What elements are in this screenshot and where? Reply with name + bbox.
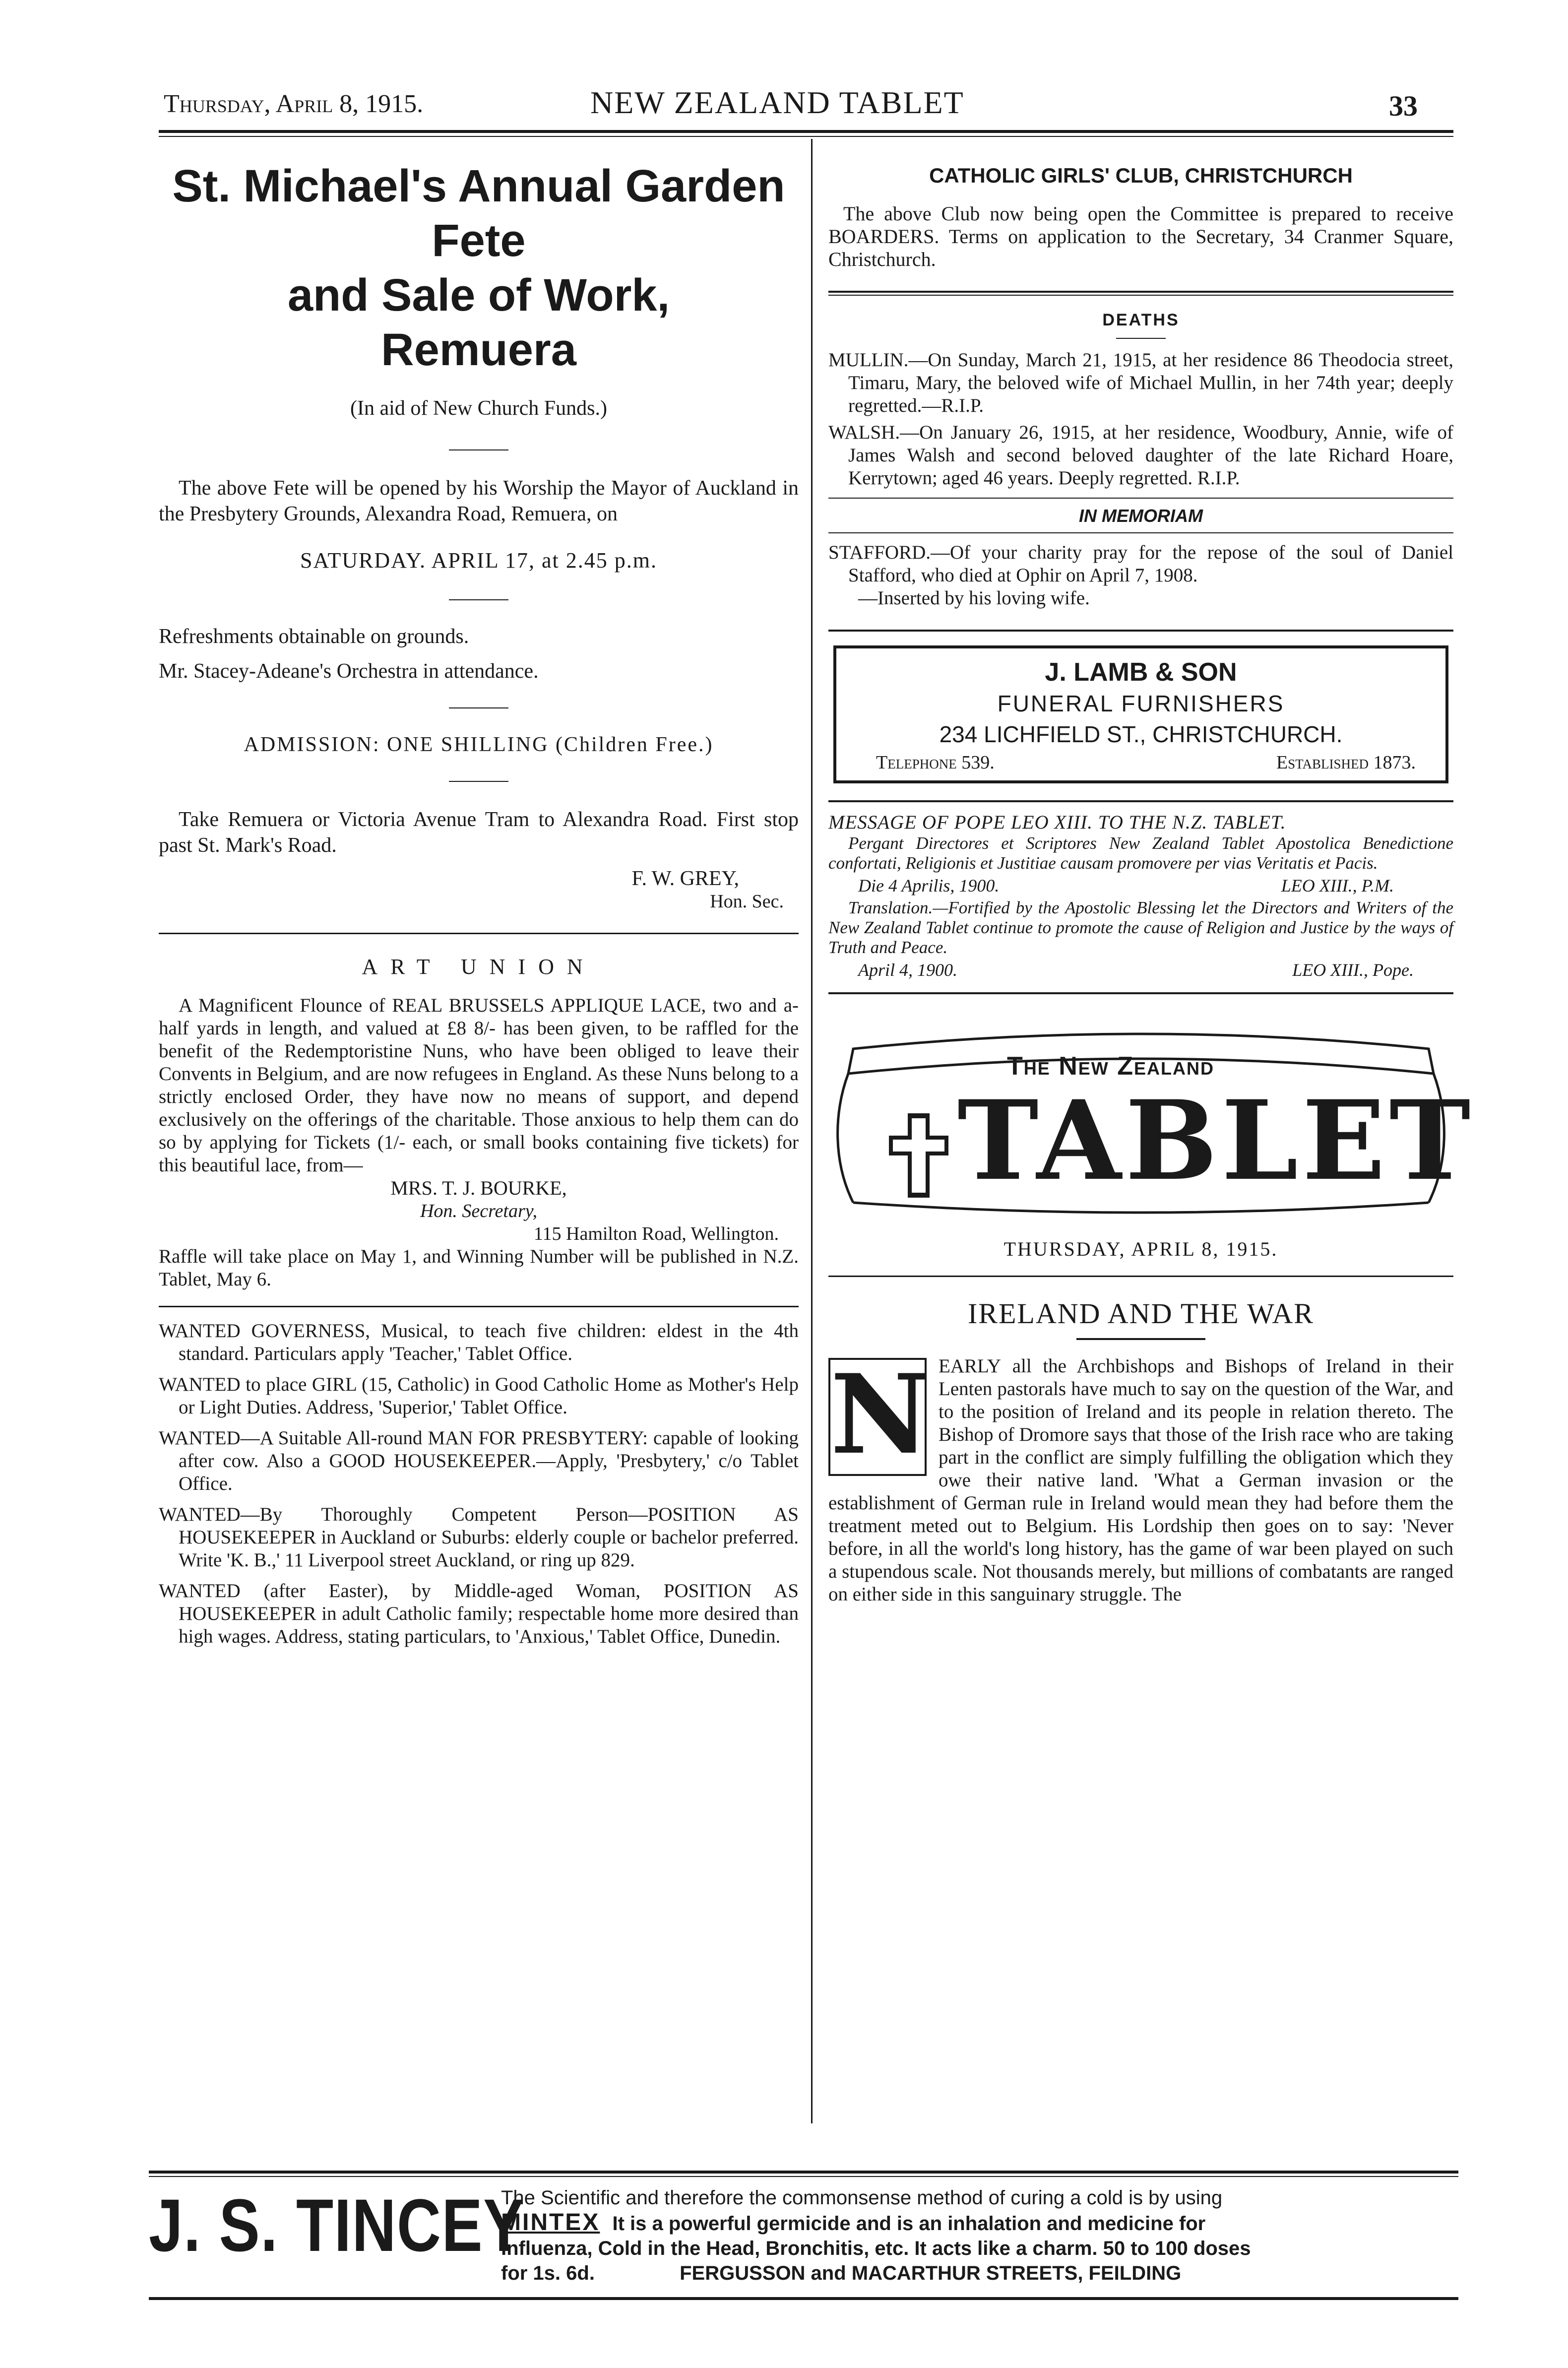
section-rule [828, 992, 1453, 994]
header-rule [159, 130, 1453, 133]
tincey-line3: Influenza, Cold in the Head, Bronchitis, etc. It acts like a charm. 50 to 100 doses [501, 2238, 1251, 2259]
memoriam-heading: IN MEMORIAM [1079, 506, 1203, 526]
lamb-contact-row [846, 752, 1436, 773]
lamb-established: Established 1873. [1276, 752, 1416, 773]
memoriam-inserted: —Inserted by his loving wife. [858, 587, 1090, 609]
tincey-address: FERGUSSON and MACARTHUR STREETS, FEILDING [680, 2262, 1182, 2284]
masthead-date: THURSDAY, APRIL 8, 1915. [1004, 1238, 1278, 1260]
fete-refreshments: Refreshments obtainable on grounds. [159, 625, 469, 648]
wanted-ad: WANTED—A Suitable All-round MAN FOR PRESBYTERY: capable of looking after cow. Also a GOOD HOUSEKEEPER.—Apply, 'Presbytery,' c/o Tablet Office. [159, 1427, 799, 1494]
masthead-line1: The New Zealand [1007, 1052, 1214, 1081]
fete-signatory-title: Hon. Sec. [710, 891, 784, 912]
wanted-ads [159, 1320, 799, 1648]
fete-title-line1: St. Michael's Annual Garden Fete [172, 161, 785, 266]
papal-signature-row [828, 960, 1453, 980]
fete-title [159, 159, 799, 377]
fete-intro: The above Fete will be opened by his Worship the Mayor of Auckland in the Presbytery Grounds, Alexandra Road, Remuera, on [159, 477, 799, 525]
papal-heading: MESSAGE OF POPE LEO XIII. TO THE N.Z. TABLET. [828, 812, 1286, 833]
tablet-masthead [833, 1014, 1475, 1232]
section-rule [828, 498, 1453, 499]
section-rule [828, 1276, 1453, 1277]
fete-directions: Take Remuera or Victoria Avenue Tram to Alexandra Road. First stop past St. Mark's Road. [159, 808, 799, 857]
section-rule [828, 291, 1453, 293]
art-union-contact-address: 115 Hamilton Road, Wellington. [533, 1223, 779, 1244]
left-column [159, 149, 799, 1651]
header-rule-thin [159, 136, 1453, 137]
tincey-product: MINTEX [501, 2209, 600, 2236]
section-rule [159, 1306, 799, 1307]
section-rule [828, 532, 1453, 533]
tincey-price: for 1s. 6d. [501, 2262, 595, 2284]
lamb-name: J. LAMB & SON [1045, 658, 1237, 687]
masthead-line2: TABLET [957, 1076, 1475, 1205]
tincey-name: J. S. TINCEY [149, 2183, 525, 2267]
tincey-bottom-row [501, 2261, 1453, 2286]
papal-translation: Translation.—Fortified by the Apostolic Blessing let the Directors and Writers of the New Zealand Tablet continue to promote the cause of Religion and Justice by the ways of Truth and Peace. [828, 898, 1453, 957]
editorial-text: all the Archbishops and Bishops of Ireland in their Lenten pastorals have much to say on the question of the War, and to the position of Ireland and its people in relation thereto. The Bishop of Dromore says that those of the Irish race who are taking part in the conflict are simply fulfilling the obligation which they owe their native land. 'What a German invasion or the establishment of German rule in Ireland would mean they had before them the treatment meted out to Belgium. His Lordship then goes on to say: 'Never before, in all the world's long history, has the game of war been played on such a stupendous scale. Not thousands merely, but millions of combatants are ranged on either side in this sanguinary struggle. The [828, 1355, 1453, 1605]
art-union-heading: ART UNION [362, 955, 596, 979]
divider [449, 707, 508, 708]
fete-subtitle: (In aid of New Church Funds.) [350, 397, 607, 420]
deaths-heading: DEATHS [1102, 311, 1180, 329]
papal-latin-signature-row [828, 875, 1453, 896]
editorial-body [828, 1350, 1453, 1606]
column-divider [811, 139, 813, 2123]
footer-rule [149, 2171, 1458, 2174]
divider [449, 599, 508, 600]
papal-sig: LEO XIII., Pope. [1292, 960, 1414, 980]
divider [449, 449, 508, 450]
wanted-ad: WANTED GOVERNESS, Musical, to teach five children: eldest in the 4th standard. Particulars apply 'Teacher,' Tablet Office. [159, 1320, 799, 1364]
fete-title-line2: and Sale of Work, [287, 270, 670, 320]
header-page-number: 33 [1389, 90, 1418, 122]
divider [1116, 338, 1166, 339]
footer-rule-thin [149, 2176, 1458, 2177]
header-title: NEW ZEALAND TABLET [590, 85, 964, 120]
lamb-address: 234 LICHFIELD ST., CHRISTCHURCH. [939, 721, 1343, 747]
papal-latin-sig: LEO XIII., P.M. [1281, 876, 1394, 896]
footer-bottom-rule [149, 2297, 1458, 2300]
fete-title-line3: Remuera [381, 324, 576, 375]
lamb-telephone: Telephone 539. [876, 752, 995, 773]
papal-date: April 4, 1900. [858, 960, 958, 980]
memoriam-body: STAFFORD.—Of your charity pray for the repose of the soul of Daniel Stafford, who died at Ophir on April 7, 1908. [828, 542, 1453, 586]
death-entry: WALSH.—On January 26, 1915, at her residence, Woodbury, Annie, wife of James Walsh and second beloved daughter of the late Richard Hoare, Kerrytown; aged 46 years. Deeply regretted. R.I.P. [828, 422, 1453, 489]
header-date: Thursday, April 8, 1915. [164, 90, 424, 118]
tincey-ad-text [501, 2185, 1453, 2286]
divider [449, 781, 508, 782]
papal-latin-date: Die 4 Aprilis, 1900. [858, 876, 1000, 896]
lamb-advert [833, 645, 1448, 783]
girls-club-body: The above Club now being open the Committee is prepared to receive BOARDERS. Terms on application to the Secretary, 34 Cranmer Square, Christchurch. [828, 202, 1453, 270]
divider [1076, 1338, 1205, 1340]
fete-signatory: F. W. GREY, [631, 867, 739, 890]
papal-latin: Pergant Directores et Scriptores New Zealand Tablet Apostolica Benedictione confortati, Religionis et Justitiae causam promovere per vias Veritatis et Pacis. [828, 833, 1453, 873]
section-rule [159, 933, 799, 934]
editorial-lead: EARLY [939, 1355, 1002, 1377]
art-union-contact-name: MRS. T. J. BOURKE, [390, 1177, 567, 1199]
tincey-line2: It is a powerful germicide and is an inhalation and medicine for [612, 2213, 1206, 2235]
editorial-dropcap: N [828, 1358, 927, 1476]
art-union-body: A Magnificent Flounce of REAL BRUSSELS APPLIQUE LACE, two and a-half yards in length, and valued at £8 8/- has been given, to be raffled for the benefit of the Redemptoristine Nuns, who have been obliged to leave their Convents in Belgium, and are now refugees in England. As these Nuns belong to a strictly enclosed Order, they have now no means of support, and depend exclusively on the offerings of the charitable. Those anxious to help them can do so by applying for Tickets (1/- each, or small books containing five tickets) for this beautiful lace, from— [159, 995, 799, 1176]
fete-admission: ADMISSION: ONE SHILLING (Children Free.) [244, 733, 714, 756]
tincey-line1: The Scientific and therefore the commonsense method of curing a cold is by using [501, 2187, 1223, 2209]
art-union-raffle: Raffle will take place on May 1, and Winning Number will be published in N.Z. Tablet, May 6. [159, 1246, 799, 1290]
death-entry: MULLIN.—On Sunday, March 21, 1915, at her residence 86 Theodocia street, Timaru, Mary, the beloved wife of Michael Mullin, in her 74th year; deeply regretted.—R.I.P. [828, 349, 1453, 416]
fete-date: SATURDAY. APRIL 17, at 2.45 p.m. [300, 548, 658, 573]
fete-orchestra: Mr. Stacey-Adeane's Orchestra in attendance. [159, 660, 539, 683]
wanted-ad: WANTED (after Easter), by Middle-aged Woman, POSITION AS HOUSEKEEPER in adult Catholic family; respectable home more desired than high wages. Address, stating particulars, to 'Anxious,' Tablet Office, Dunedin. [159, 1580, 799, 1647]
right-column [828, 149, 1475, 1606]
tincey-product-row [501, 2210, 1453, 2236]
section-rule [828, 800, 1453, 802]
editorial-heading: IRELAND AND THE WAR [967, 1297, 1314, 1330]
lamb-trade: FUNERAL FURNISHERS [997, 691, 1285, 716]
wanted-ad: WANTED—By Thoroughly Competent Person—POSITION AS HOUSEKEEPER in Auckland or Suburbs: elderly couple or bachelor preferred. Write 'K. B.,' 11 Liverpool street Auckland, or ring up 829. [159, 1504, 799, 1571]
wanted-ad: WANTED to place GIRL (15, Catholic) in Good Catholic Home as Mother's Help or Light Duties. Address, 'Superior,' Tablet Office. [159, 1374, 799, 1418]
section-rule [828, 630, 1453, 632]
art-union-contact-title: Hon. Secretary, [420, 1201, 538, 1221]
girls-club-heading: CATHOLIC GIRLS' CLUB, CHRISTCHURCH [929, 164, 1353, 187]
section-rule [828, 295, 1453, 296]
